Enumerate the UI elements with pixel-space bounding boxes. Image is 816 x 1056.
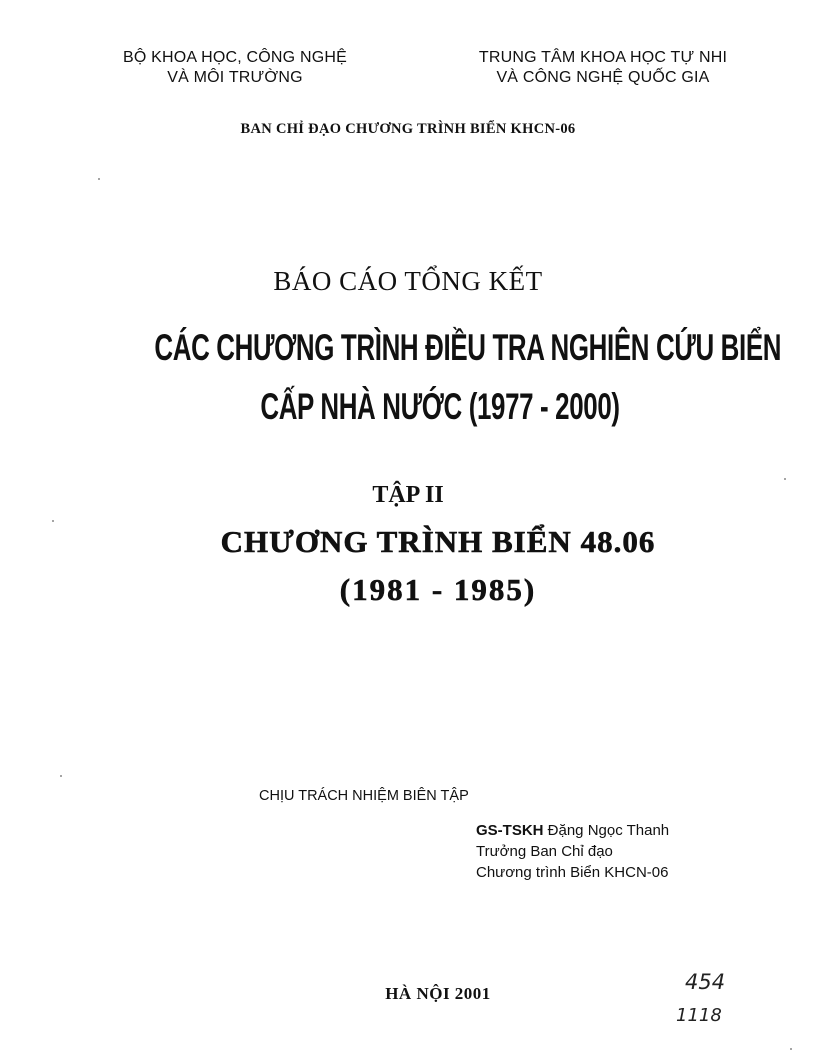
editor-title: GS-TSKH [476,822,544,839]
ministry-line-1: BỘ KHOA HỌC, CÔNG NGHỆ [123,49,347,66]
place-year: HÀ NỘI 2001 [385,984,491,1003]
main-title-line-2: CẤP NHÀ NƯỚC (1977 - 2000) [260,386,620,427]
ministry-header [100,48,370,88]
center-line-1: TRUNG TÂM KHOA HỌC TỰ NHI [478,49,728,66]
center-header [448,48,758,88]
editor-program: Chương trình Biển KHCN-06 [476,864,669,881]
scan-speck [98,178,100,180]
scan-speck [790,1048,792,1050]
editor-name-line [476,820,669,841]
volume-label: TẬP II [372,482,444,508]
editor-name: Đặng Ngọc Thanh [543,822,670,839]
ministry-line-2: VÀ MÔI TRƯỜNG [167,69,303,86]
steering-board-title: BAN CHỈ ĐẠO CHƯƠNG TRÌNH BIỂN KHCN-06 [240,121,576,137]
scan-speck [60,775,62,777]
program-title: CHƯƠNG TRÌNH BIỂN 48.06 [220,524,656,559]
main-title-line-1: CÁC CHƯƠNG TRÌNH ĐIỀU TRA NGHIÊN CỨU BIỂN [154,327,782,368]
editor-role: Trưởng Ban Chỉ đạo [476,843,613,860]
responsibility-label: CHỊU TRÁCH NHIỆM BIÊN TẬP [259,788,469,804]
scan-speck [52,520,54,522]
scan-speck [784,478,786,480]
program-years: (1981 - 1985) [339,572,537,607]
center-line-2: VÀ CÔNG NGHỆ QUỐC GIA [496,69,710,86]
handwritten-number-1: 454 [685,970,726,994]
editor-block [476,820,669,883]
report-title: BÁO CÁO TỔNG KẾT [273,266,543,296]
handwritten-number-2: 1118 [676,1005,722,1026]
